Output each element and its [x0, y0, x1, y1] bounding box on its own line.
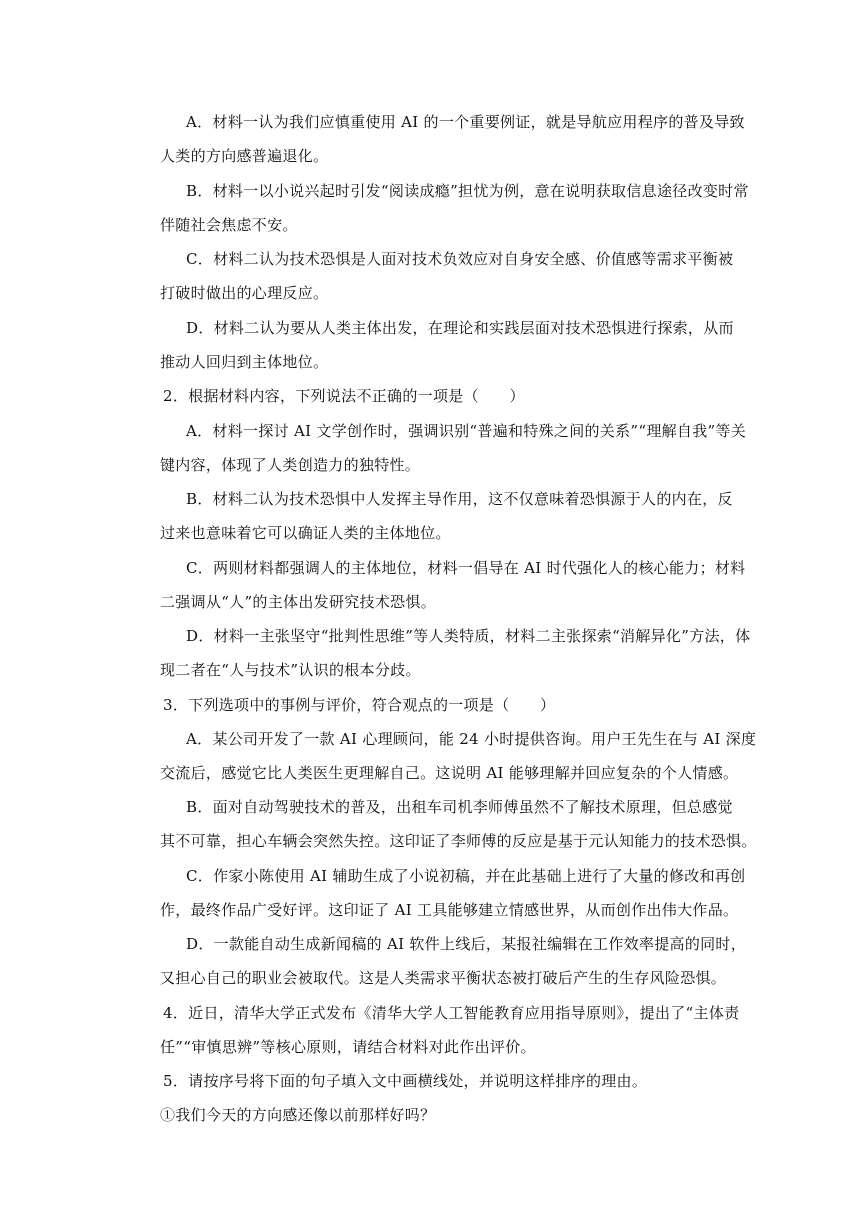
q1-option-c-line1: C．材料二认为技术恐惧是人面对技术负效应对自身安全感、价值感等需求平衡被 [186, 250, 734, 268]
q3-option-b-line2: 其不可靠，担心车辆会突然失控。这印证了李师傅的反应是基于元认知能力的技术恐惧。 [160, 832, 757, 850]
q3-option-d-line1: D．一款能自动生成新闻稿的 AI 软件上线后，某报社编辑在工作效率提高的同时， [186, 935, 747, 953]
q3-option-a-line2: 交流后，感觉它比人类医生更理解自己。这说明 AI 能够理解并回应复杂的个人情感。 [160, 764, 739, 782]
q2-option-b-line2: 过来也意味着它可以确证人类的主体地位。 [160, 524, 451, 542]
q3-option-d-line2: 又担心自己的职业会被取代。这是人类需求平衡状态被打破后产生的生存风险恐惧。 [160, 969, 727, 987]
q2-option-d-line1: D．材料一主张坚守“批判性思维”等人类特质，材料二主张探索“消解异化”方法，体 [186, 627, 751, 645]
q4-line1: 4．近日，清华大学正式发布《清华大学人工智能教育应用指导原则》，提出了“主体责 [163, 1004, 740, 1022]
q1-option-d-line1: D．材料二认为要从人类主体出发，在理论和实践层面对技术恐惧进行探索，从而 [186, 319, 734, 337]
q2-option-c-line1: C．两则材料都强调人的主体地位，材料一倡导在 AI 时代强化人的核心能力；材料 [186, 559, 746, 577]
q2-option-b-line1: B．材料二认为技术恐惧中人发挥主导作用，这不仅意味着恐惧源于人的内在，反 [186, 490, 733, 508]
q1-option-c-line2: 打破时做出的心理反应。 [160, 284, 329, 302]
q1-option-a-line1: A．材料一认为我们应慎重使用 AI 的一个重要例证，就是导航应用程序的普及导致 [186, 113, 745, 131]
q1-option-b-line1: B．材料一以小说兴起时引发“阅读成瘾”担忧为例，意在说明获取信息途径改变时常 [186, 182, 749, 200]
q2-option-c-line2: 二强调从“人”的主体出发研究技术恐惧。 [160, 593, 437, 611]
q5-stem: 5．请按序号将下面的句子填入文中画横线处，并说明这样排序的理由。 [163, 1072, 648, 1090]
sentence-item-1: ①我们今天的方向感还像以前那样好吗？ [160, 1106, 436, 1124]
q2-option-d-line2: 现二者在“人与技术”认识的根本分歧。 [160, 661, 421, 679]
q3-option-c-line2: 作，最终作品广受好评。这印证了 AI 工具能够建立情感世界，从而创作出伟大作品。 [160, 901, 739, 919]
q1-option-d-line2: 推动人回归到主体地位。 [160, 353, 329, 371]
q4-line2: 任”“审慎思辨”等核心原则，请结合材料对此作出评价。 [160, 1038, 536, 1056]
q1-option-b-line2: 伴随社会焦虑不安。 [160, 216, 298, 234]
q3-option-a-line1: A．某公司开发了一款 AI 心理顾问，能 24 小时提供咨询。用户王先生在与 AI 深度 [186, 730, 757, 748]
q3-option-c-line1: C．作家小陈使用 AI 辅助生成了小说初稿，并在此基础上进行了大量的修改和再创 [186, 867, 746, 885]
q2-stem: 2．根据材料内容，下列说法不正确的一项是（ ） [163, 387, 525, 405]
q1-option-a-line2: 人类的方向感普遍退化。 [160, 147, 329, 165]
q2-option-a-line1: A．材料一探讨 AI 文学创作时，强调识别“普遍和特殊之间的关系”“理解自我”等关 [186, 422, 747, 440]
q3-stem: 3．下列选项中的事例与评价，符合观点的一项是（ ） [163, 696, 556, 714]
q3-option-b-line1: B．面对自动驾驶技术的普及，出租车司机李师傅虽然不了解技术原理，但总感觉 [186, 798, 733, 816]
q2-option-a-line2: 键内容，体现了人类创造力的独特性。 [160, 456, 421, 474]
